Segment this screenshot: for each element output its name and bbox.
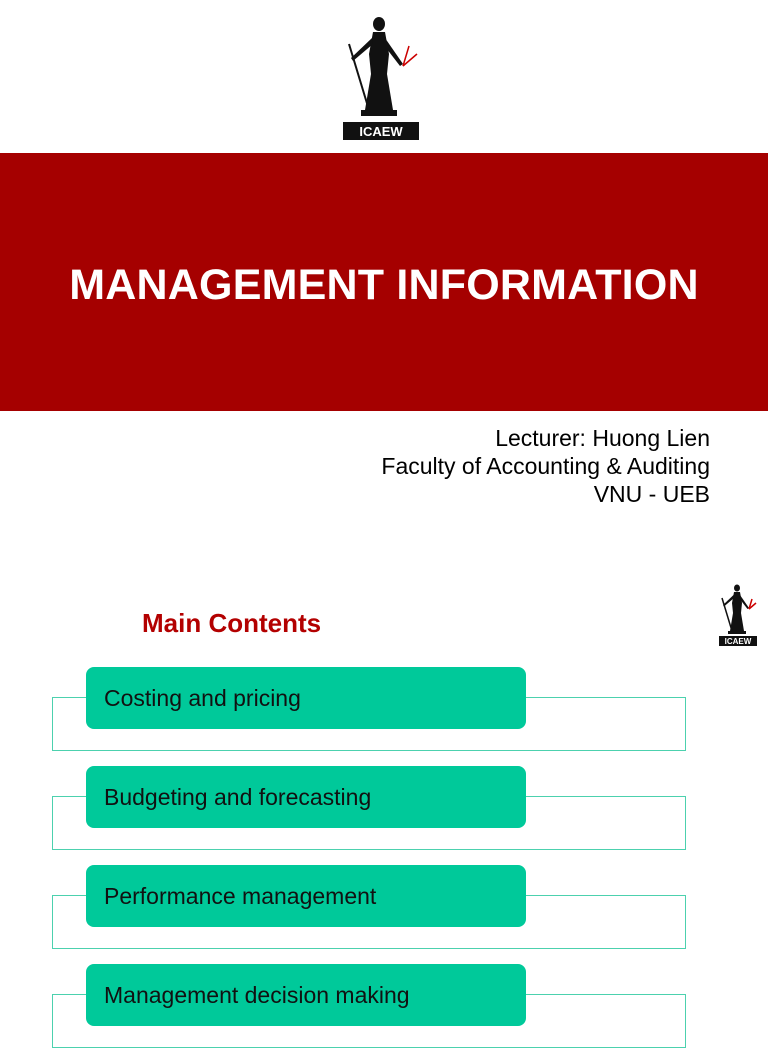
item-box	[86, 964, 526, 1026]
slide-title: MANAGEMENT INFORMATION	[69, 261, 699, 309]
logo-text: ICAEW	[724, 637, 752, 646]
contents-slide	[0, 574, 768, 1024]
statue-icon	[717, 582, 761, 648]
lecturer-info	[381, 424, 710, 508]
faculty-name: Faculty of Accounting & Auditing	[381, 453, 710, 479]
title-band	[0, 153, 768, 411]
slide-divider	[0, 550, 768, 574]
item-box	[86, 766, 526, 828]
lecturer-name: Lecturer: Huong Lien	[495, 425, 710, 451]
item-label: Management decision making	[104, 981, 410, 1008]
icaew-logo-small	[717, 582, 761, 648]
item-box	[86, 667, 526, 729]
logo-text: ICAEW	[359, 124, 403, 139]
item-label: Budgeting and forecasting	[104, 783, 372, 810]
statue-icon	[339, 14, 427, 142]
item-label: Costing and pricing	[104, 684, 301, 711]
item-label: Performance management	[104, 882, 377, 909]
icaew-logo	[339, 14, 427, 142]
contents-heading: Main Contents	[142, 608, 322, 638]
item-box	[86, 865, 526, 927]
university-name: VNU - UEB	[593, 481, 710, 507]
